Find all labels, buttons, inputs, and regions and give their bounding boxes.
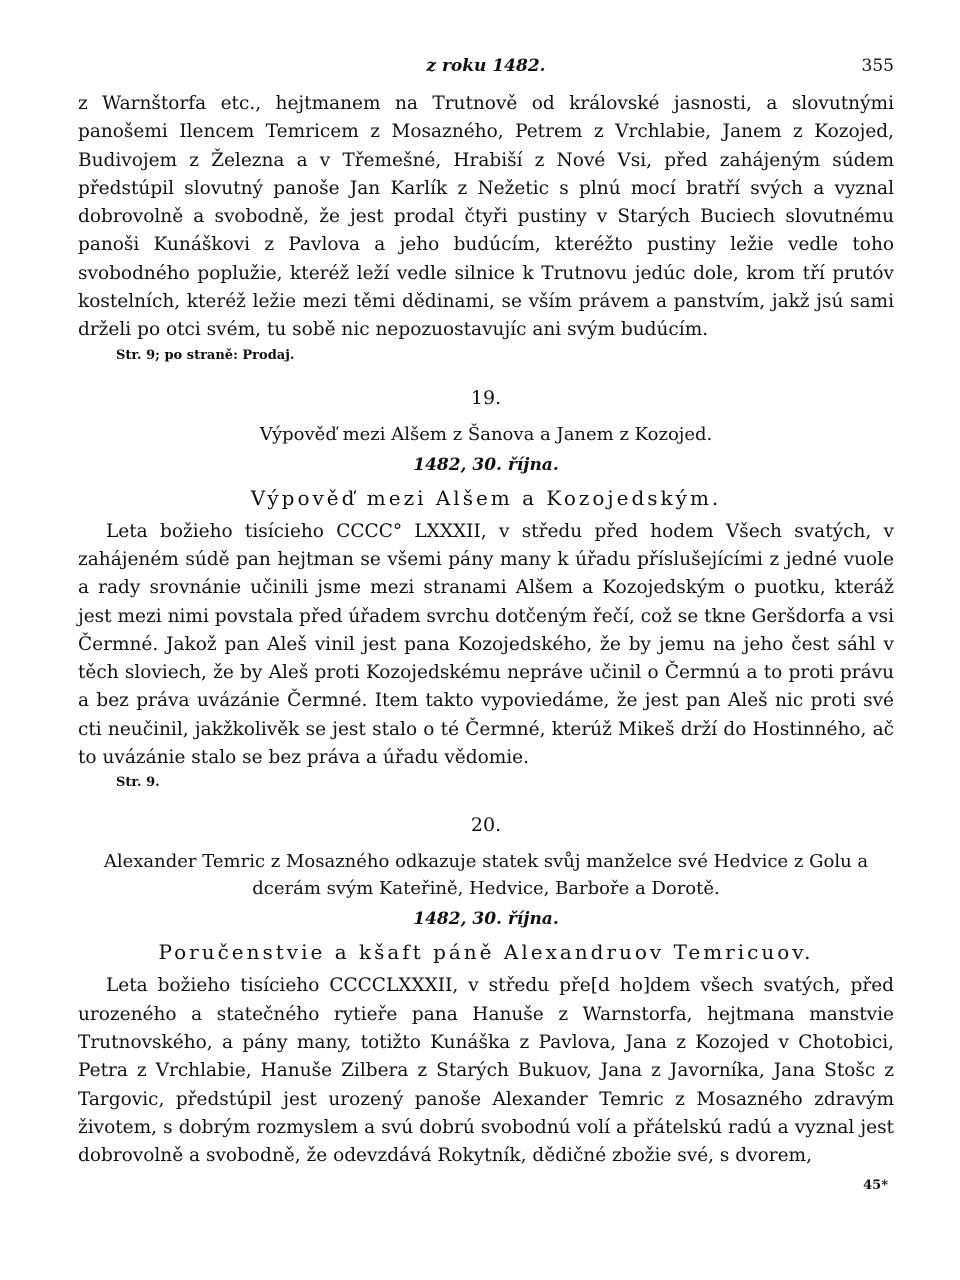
document-20-date: 1482, 30. října.	[413, 909, 559, 930]
signature-mark: 45*	[863, 1178, 888, 1194]
document-19-title: Výpověď mezi Alšem a Kozojedským.	[250, 485, 722, 510]
page-header	[78, 56, 894, 84]
document-19-text: Leta božieho tisícieho CCCC° LXXXII, v středu před hodem Všech svatých, v zahájeném súdě pan hejtman se všemi pány many k úřadu příslušejícími z jedné vuole a rady srovnánie učinili jsme mezi stranami Alšem a Kozojedským o puotku, kteráž jest mezi nimi povstala před úřadem svrchu dotčeným řečí, což se tkne Geršdorfa a vsi Čermné. Jakož pan Aleš vinil jest pana Kozojedského, že by jemu na jeho čest sáhl v těch sloviech, že by Aleš proti Kozojedskému nepráve učinil o Čermnú a to proti právu a bez práva uvázánie Čermné. Item takto vypoviedáme, že jest pan Aleš nic proti své cti neučinil, jakžkolivěk se jest stalo o té Čermné, kterúž Mikeš drží do Hostinného, ač to uvázánie stalo se bez práva a úřadu vědomie.	[78, 520, 894, 769]
document-19-number: 19.	[470, 386, 502, 409]
intro-source-note: Str. 9; po straně: Prodaj.	[116, 347, 295, 363]
page-number: 355	[861, 56, 894, 76]
intro-paragraph: z Warnštorfa etc., hejtmanem na Trutnově od královské jasnosti, a slovutnými panošemi Ilencem Temricem z Mosazného, Petrem z Vrchlabie, Janem z Kozojed, Budivojem z Železna a v Třemešné, Hrabiší z Nové Vsi, před zahájeným súdem předstúpil slovutný panoše Jan Karlík z Nežetic s plnú mocí bratří svých a vyznal dobrovolně a svobodně, že jest prodal čtyři pustiny v Starých Buciech slovutnému panoši Kunáškovi z Pavlova a jeho budúcím, kteréžto pustiny ležie vedle toho svobodného poplužie, kteréž leží vedle silnice k Trutnovu jedúc dole, krom tří prutóv kostelních, kteréž ležie mezi těmi dědinami, se vším právem a panstvím, jakž jsú sami drželi po otci svém, tu sobě nic nepozuostavujíc ani svým budúcím.	[78, 93, 894, 341]
document-page	[78, 56, 894, 1193]
document-19-date: 1482, 30. října.	[413, 454, 559, 475]
document-20-title: Poručenstvie a kšaft páně Alexandruov Temricuov.	[158, 940, 814, 965]
document-20-text: Leta božieho tisícieho CCCCLXXXII, v středu pře[d ho]dem všech svatých, před urozeného a statečného rytieře pana Hanuše z Warnstorfa, hejtmana manstvie Trutnovského, a pány many, totižto Kunáška z Pavlova, Jana z Kozojed v Chotobici, Petra z Vrchlabie, Hanuše Zilbera z Starých Bukuov, Jana z Javorníka, Jana Stošc z Targovic, předstúpil jest urozený panoše Alexander Temric z Mosazného zdravým životem, s dobrým rozmyslem a svú dobrú svobodnú volí a přátelskú radú a vyznal jest dobrovolně a svobodně, že odevzdává Rokytník, dědičné zbožie své, s dvorem,	[78, 975, 894, 1167]
document-20-number: 20.	[470, 814, 502, 837]
document-19-regest: Výpověď mezi Alšem z Šanova a Janem z Kozojed.	[259, 423, 713, 445]
document-20-regest: Alexander Temric z Mosazného odkazuje statek svůj manželce své Hedvice z Golu a dcerám svým Kateřině, Hedvice, Barboře a Dorotě.	[103, 851, 869, 900]
document-19-source-note: Str. 9.	[116, 775, 160, 791]
running-head: z roku 1482.	[426, 56, 546, 76]
